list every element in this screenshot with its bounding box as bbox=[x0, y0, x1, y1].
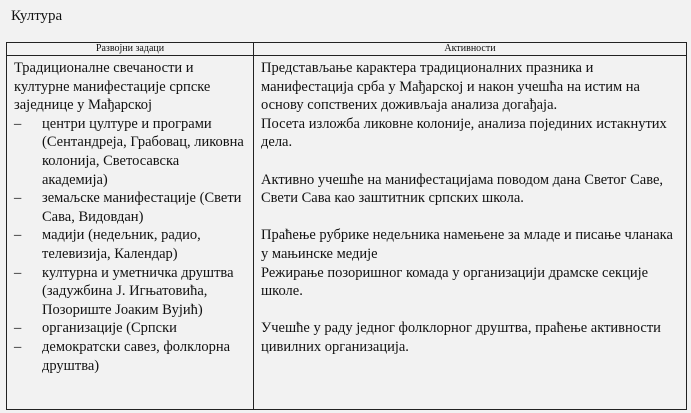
list-item-text: мадији (недељник, радио, телевизија, Календар) bbox=[42, 227, 201, 262]
paragraph-spacer bbox=[261, 208, 680, 227]
column-header-activities: Активности bbox=[254, 43, 687, 56]
column-header-tasks: Развојни задаци bbox=[7, 43, 254, 56]
tasks-list bbox=[14, 115, 247, 375]
activity-paragraph: Представљање карактера традиционалних празника и манифестација срба у Мађарској и након учешћа на истим на основу сопствених доживљаја анализа догађаја. bbox=[261, 60, 640, 114]
bullet-dash: – bbox=[14, 338, 22, 355]
list-item-text: демократски савез, фолклорна друштва) bbox=[42, 338, 231, 374]
list-item-text: културна и уметничка друштва (задужбина Ј. Игњатовића, Позориште Јоаким Вујић) bbox=[42, 264, 234, 318]
paragraph-spacer bbox=[261, 301, 680, 320]
list-item bbox=[14, 338, 247, 375]
list-item bbox=[14, 264, 247, 320]
page-heading: Култура bbox=[11, 8, 63, 24]
activity-paragraph: Учешће у раду једног фолклорног друштва, праћење активности цивилних организација. bbox=[261, 320, 661, 355]
activity-paragraph: Режирање позоришног комада у организацији драмске секције школе. bbox=[261, 264, 649, 300]
tasks-cell bbox=[7, 56, 254, 410]
list-item bbox=[14, 226, 247, 263]
bullet-dash: – bbox=[14, 115, 22, 132]
table-row bbox=[7, 56, 687, 410]
activity-paragraph: Праћење рубрике недељника намењене за младе и писање чланака у мањинске медије bbox=[261, 227, 673, 262]
bullet-dash: – bbox=[14, 264, 22, 281]
list-item-text: центри цултуре и програми (Сентандреја, Грабовац, ликовна колонија, Светосавска академија) bbox=[42, 115, 244, 188]
list-item bbox=[14, 189, 247, 226]
activities-cell bbox=[254, 56, 687, 410]
list-item-text: земаљске манифестације (Свети Сава, Видовдан) bbox=[42, 190, 242, 225]
list-item bbox=[14, 319, 247, 338]
curriculum-table bbox=[6, 42, 687, 410]
list-item bbox=[14, 115, 247, 189]
activity-paragraph: Посета изложба ликовне колоније, анализа појединих истакнутих дела. bbox=[261, 115, 667, 151]
paragraph-spacer bbox=[261, 152, 680, 171]
bullet-dash: – bbox=[14, 227, 22, 244]
tasks-intro: Традиционалне свечаности и културне манифестације српске заједнице у Мађарској bbox=[14, 60, 211, 114]
activity-paragraph: Активно учешће на манифестацијама поводом дана Светог Саве, Свети Сава као заштитник српских школа. bbox=[261, 171, 664, 207]
bullet-dash: – bbox=[14, 320, 22, 337]
list-item-text: организације (Српски bbox=[42, 320, 177, 337]
table-header-row bbox=[7, 43, 687, 56]
bullet-dash: – bbox=[14, 190, 22, 207]
